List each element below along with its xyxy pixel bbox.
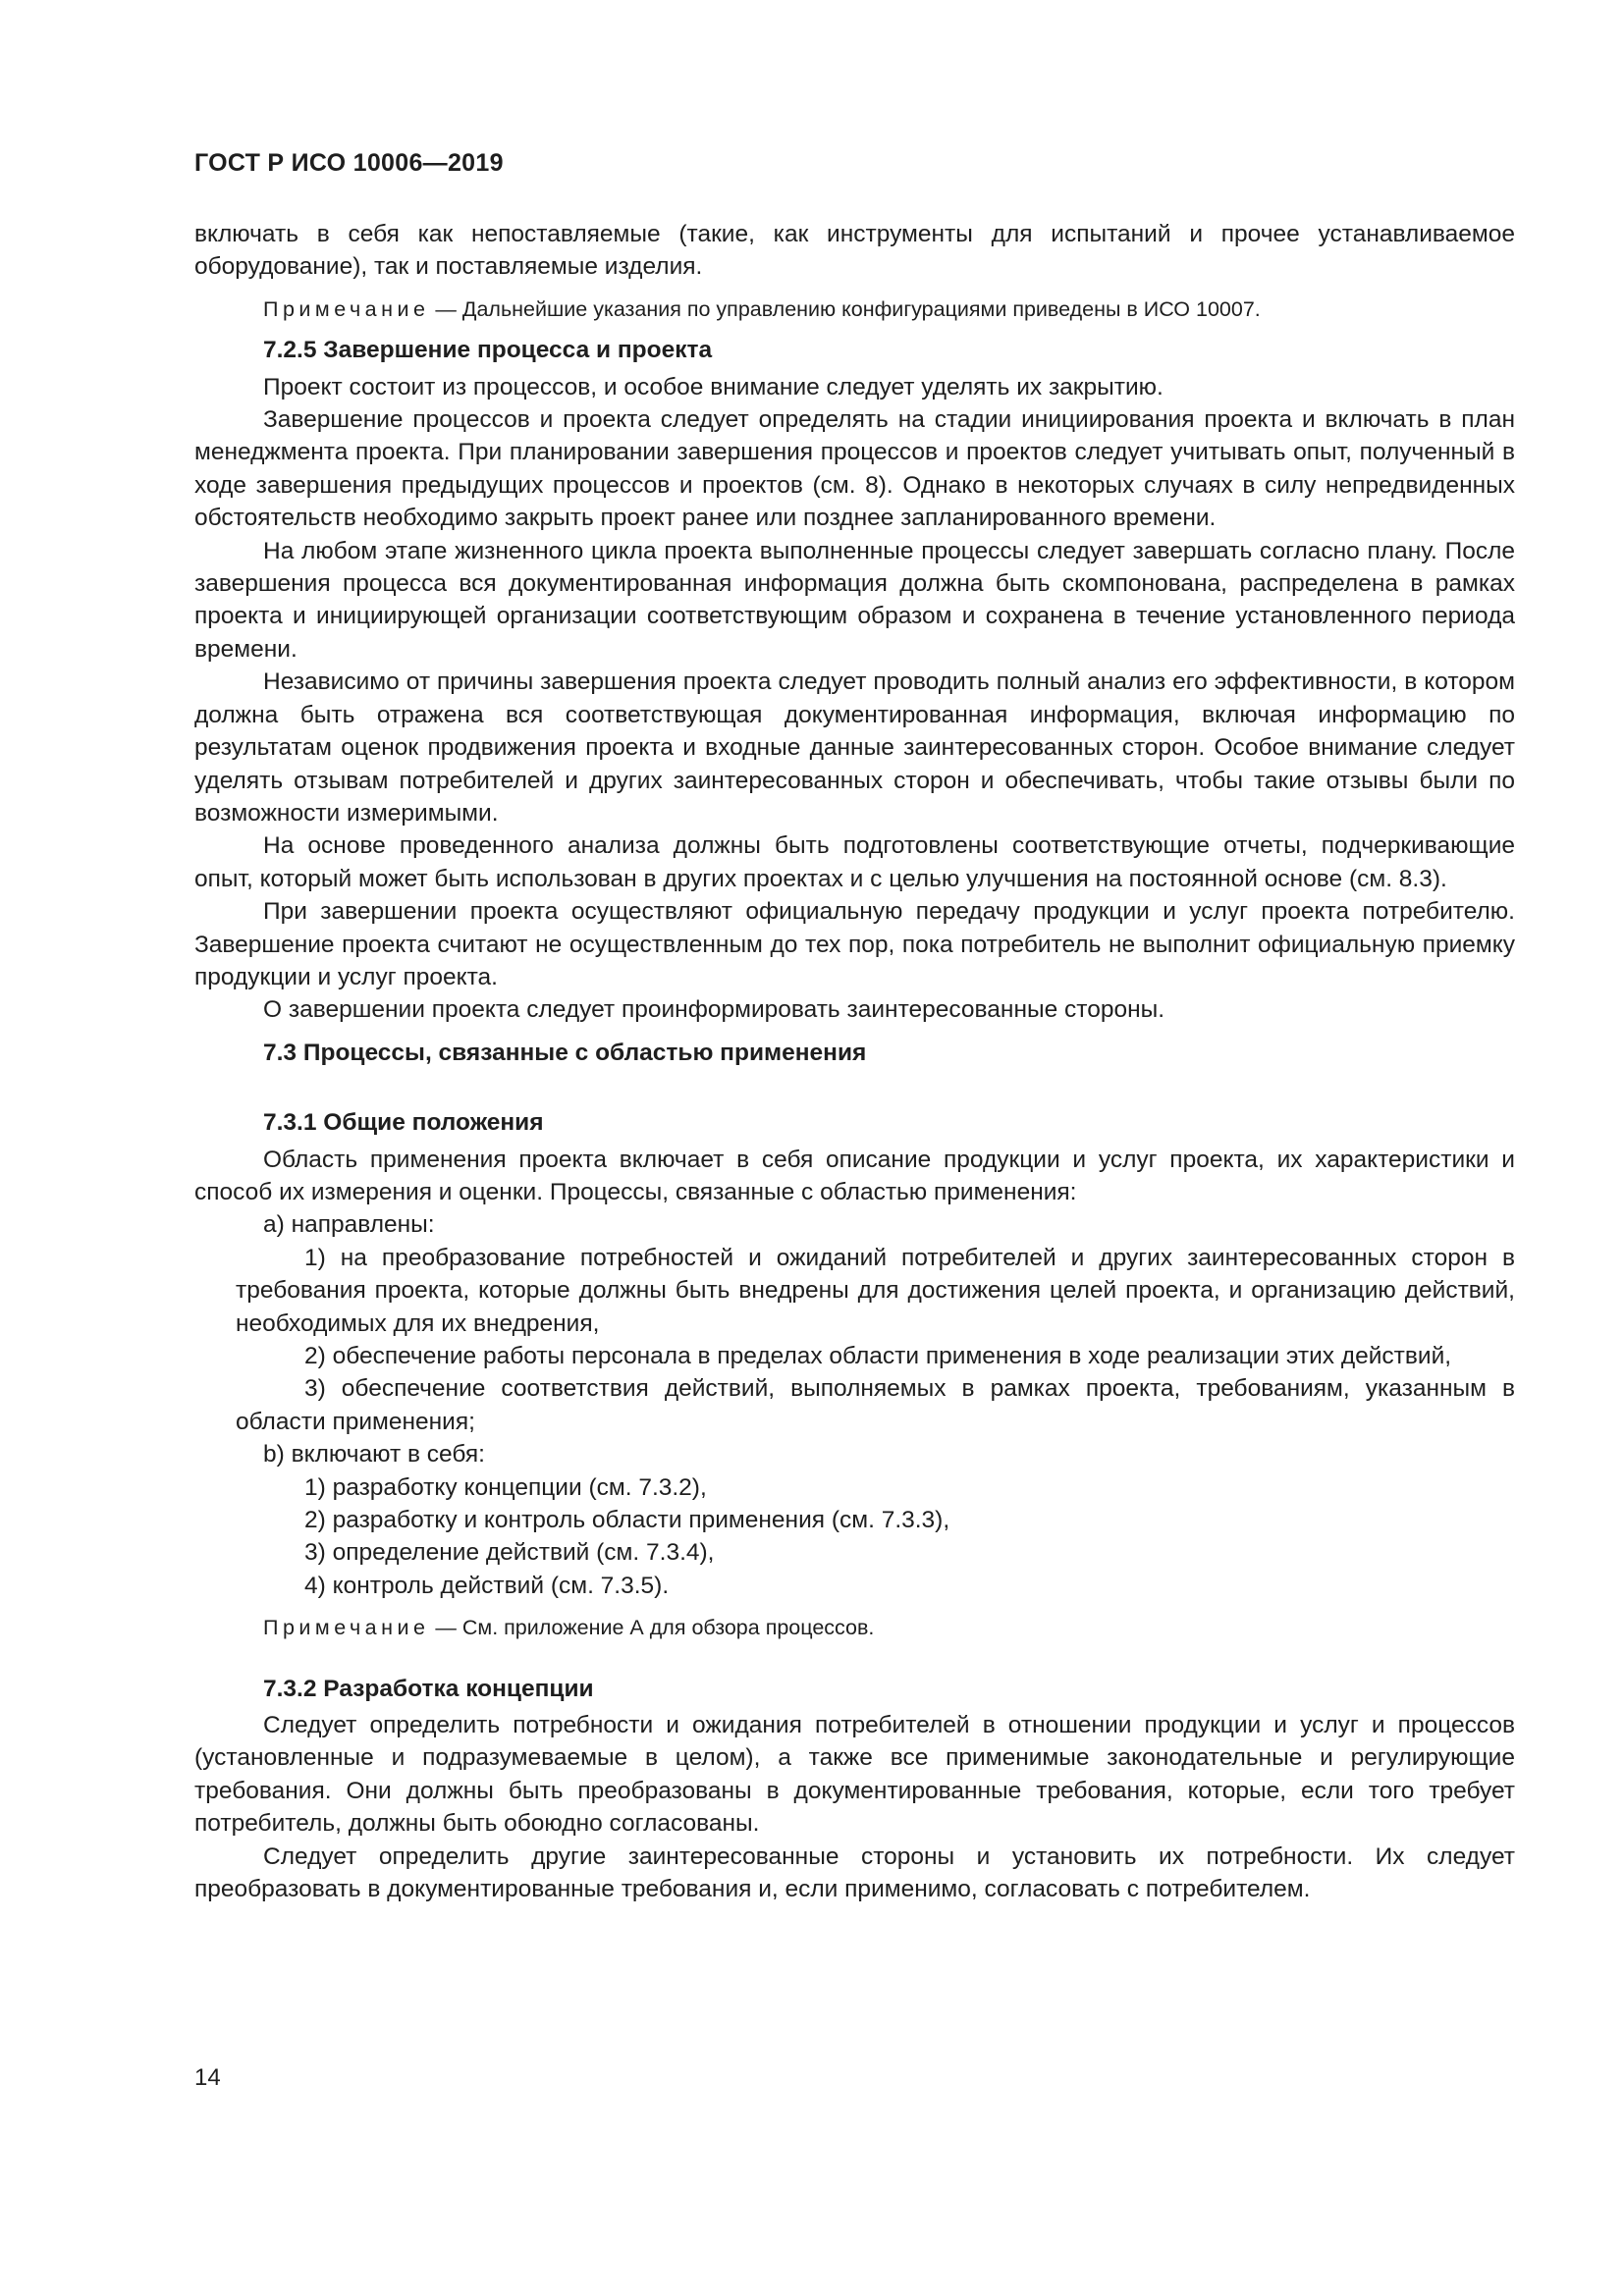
heading-7-3-2: 7.3.2 Разработка концепции xyxy=(263,1675,594,1702)
note-configuration xyxy=(194,294,1515,326)
list-item: 2) обеспечение работы персонала в пределах области применения в ходе реализации этих действий, xyxy=(304,1343,1452,1369)
paragraph: Область применения проекта включает в себя описание продукции и услуг проекта, их характеристики и способ их измерения и оценки. Процессы, связанные с областью применения: xyxy=(194,1146,1515,1205)
heading-7-2-5: 7.2.5 Завершение процесса и проекта xyxy=(263,337,713,364)
paragraph: При завершении проекта осуществляют официальную передачу продукции и услуг проекта потребителю. Завершение проекта считают не осуществленным до тех пор, пока потребитель не выполнит официальную приемку продукции и услуг проекта. xyxy=(194,898,1515,990)
list-item: 4) контроль действий (см. 7.3.5). xyxy=(304,1572,670,1599)
page-content xyxy=(194,218,1515,1906)
document-header: ГОСТ Р ИСО 10006—2019 xyxy=(194,149,504,177)
paragraph: Завершение процессов и проекта следует определять на стадии инициирования проекта и включать в план менеджмента проекта. При планировании завершения процессов и проектов следует учитывать опыт, полученный в ходе завершения предыдущих процессов и проектов (см. 8). Однако в некоторых случаях в силу непредвиденных обстоятельств необходимо закрыть проект ранее или позднее запланированного времени. xyxy=(194,406,1515,532)
list-item: 1) на преобразование потребностей и ожиданий потребителей и других заинтересованных сторон в требования проекта, которые должны быть внедрены для достижения целей проекта, и организацию действий, необходимых для их внедрения, xyxy=(236,1244,1515,1337)
list-item-a: a) направлены: xyxy=(263,1211,435,1239)
note-text: — См. приложение А для обзора процессов. xyxy=(429,1616,875,1640)
paragraph: О завершении проекта следует проинформировать заинтересованные стороны. xyxy=(263,996,1165,1024)
list-item: 3) определение действий (см. 7.3.4), xyxy=(304,1539,715,1567)
paragraph: На любом этапе жизненного цикла проекта выполненные процессы следует завершать согласно плану. После завершения процесса вся документированная информация должна быть скомпонована, распределена в рамках проекта и инициирующей организации соответствующим образом и сохранена в течение установленного периода времени. xyxy=(194,537,1515,663)
paragraph: Проект состоит из процессов, и особое внимание следует уделять их закрытию. xyxy=(263,373,1164,400)
list-item: 1) разработку концепции (см. 7.3.2), xyxy=(304,1473,707,1501)
note-processes xyxy=(194,1612,1515,1644)
list-item: 3) обеспечение соответствия действий, выполняемых в рамках проекта, требованиям, указанным в области применения; xyxy=(236,1375,1515,1435)
note-label: Примечание xyxy=(263,296,430,321)
note-text: — Дальнейшие указания по управлению конфигурациями приведены в ИСО 10007. xyxy=(429,296,1261,321)
paragraph: Независимо от причины завершения проекта следует проводить полный анализ его эффективности, в котором должна быть отражена вся соответствующая документированная информация, включая информацию по результатам оценок продвижения проекта и входные данные заинтересованных сторон. Особое внимание следует уделять отзывам потребителей и других заинтересованных сторон и обеспечивать, чтобы такие отзывы были по возможности измеримыми. xyxy=(194,668,1515,827)
paragraph: На основе проведенного анализа должны быть подготовлены соответствующие отчеты, подчеркивающие опыт, который может быть использован в других проектах и с целью улучшения на постоянной основе (см. 8.3). xyxy=(194,832,1515,892)
continued-paragraph: включать в себя как непоставляемые (такие, как инструменты для испытаний и прочее устанавливаемое оборудование), так и поставляемые изделия. xyxy=(194,221,1515,281)
paragraph: Следует определить другие заинтересованные стороны и установить их потребности. Их следует преобразовать в документированные требования и, если применимо, согласовать с потребителем. xyxy=(194,1842,1515,1903)
page-number: 14 xyxy=(194,2064,221,2091)
list-item-b: b) включают в себя: xyxy=(263,1441,485,1468)
heading-7-3: 7.3 Процессы, связанные с областью применения xyxy=(263,1039,867,1066)
note-label: Примечание xyxy=(263,1616,430,1640)
heading-7-3-1: 7.3.1 Общие положения xyxy=(263,1109,544,1137)
list-item: 2) разработку и контроль области применения (см. 7.3.3), xyxy=(304,1507,950,1534)
paragraph: Следует определить потребности и ожидания потребителей в отношении продукции и услуг и процессов (установленные и подразумеваемые в целом), а также все применимые законодательные и регулирующие требования. Они должны быть преобразованы в документированные требования, которые, если того требует потребитель, должны быть обоюдно согласованы. xyxy=(194,1712,1515,1838)
